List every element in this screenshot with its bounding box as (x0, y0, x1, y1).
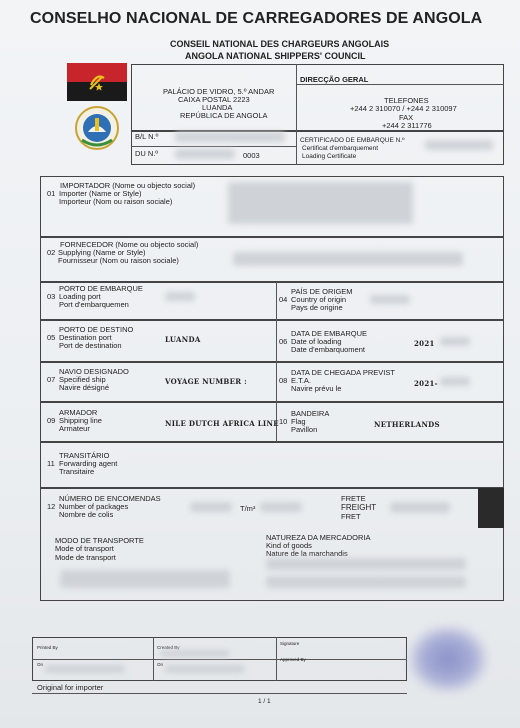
load-date-num: 06 (279, 337, 288, 346)
ship-label-pt: NAVIO DESIGNADO (59, 367, 129, 376)
importer-num: 01 (47, 189, 56, 198)
port-dest-label-fr: Port de destination (59, 341, 122, 350)
importer-label-fr: Importeur (Nom ou raison sociale) (59, 197, 173, 206)
ship-value: VOYAGE NUMBER : (165, 377, 247, 386)
port-dest-label-en: Destination port (59, 333, 112, 342)
owner-value: NILE DUTCH AFRICA LINE (165, 419, 279, 428)
load-date-label-pt: DATA DE EMBARQUE (291, 329, 367, 338)
load-date-value: 2021 (414, 339, 435, 348)
freight-label-en: FREIGHT (341, 503, 377, 512)
flag-label-fr: Pavillon (291, 425, 318, 434)
council-title: CONSELHO NACIONAL DE CARREGADORES DE ANGOLA (30, 10, 483, 27)
goods-label-en: Kind of goods (266, 541, 312, 550)
cert-line-3: Loading Certificate (302, 153, 357, 160)
printed-on-label: On (37, 662, 44, 667)
bl-label: B/L N.º (135, 132, 159, 141)
eta-label-pt: DATA DE CHEGADA PREVIST (291, 368, 395, 377)
origin-num: 04 (279, 295, 288, 304)
angola-flag-icon (67, 63, 127, 101)
ship-label-fr: Navire désigné (59, 383, 110, 392)
du-value: 0003 (243, 151, 260, 160)
du-label: DU N.º (135, 149, 159, 158)
ship-label-en: Specified ship (59, 375, 106, 384)
address-line-4: REPÚBLICA DE ANGOLA (180, 111, 268, 120)
supplier-label-fr: Fournisseur (Nom ou raison sociale) (58, 256, 179, 265)
goods-label-pt: NATUREZA DA MERCADORIA (266, 533, 371, 542)
packages-label-en: Number of packages (59, 502, 129, 511)
created-by-label: Created By (157, 645, 180, 650)
origin-label-en: Country of origin (291, 295, 347, 304)
flag-label-pt: BANDEIRA (291, 409, 330, 418)
eta-label-en: E.T.A. (291, 376, 312, 385)
eta-label-fr: Navire prévu le (291, 384, 342, 393)
load-date-label-en: Date of loading (291, 337, 342, 346)
forwarder-label-en: Forwarding agent (59, 459, 118, 468)
owner-label-fr: Armateur (59, 424, 90, 433)
flag-value: NETHERLANDS (374, 420, 440, 429)
transport-label-pt: MODO DE TRANSPORTE (55, 536, 144, 545)
printed-by-label: Printed By (37, 645, 58, 650)
importer-label-en: Importer (Name or Style) (59, 189, 142, 198)
direction-label: DIRECÇÃO GERAL (300, 75, 369, 84)
approved-by-label: Approved By (280, 657, 306, 662)
goods-label-fr: Nature de la marchandis (266, 549, 348, 558)
original-copy-label: Original for importer (37, 683, 104, 692)
owner-label-en: Shipping line (59, 416, 102, 425)
importer-label-pt: IMPORTADOR (Nome ou objecto social) (60, 181, 196, 190)
freight-label-fr: FRET (341, 512, 361, 521)
unit-label: T/m³ (240, 504, 256, 513)
port-dest-label-pt: PORTO DE DESTINO (59, 325, 134, 334)
forwarder-label-pt: TRANSITÁRIO (59, 451, 110, 460)
port-embark-num: 03 (47, 292, 56, 301)
transport-label-fr: Mode de transport (55, 553, 116, 562)
phone-label: TELEFONES (384, 96, 429, 105)
forwarder-num: 11 (47, 459, 55, 468)
port-embark-label-en: Loading port (59, 292, 101, 301)
supplier-label-pt: FORNECEDOR (Nome ou objecto social) (60, 240, 199, 249)
fax-number: +244 2 311776 (382, 121, 432, 130)
packages-label-fr: Nombre de colis (59, 510, 114, 519)
origin-label-fr: Pays de origine (291, 303, 343, 312)
cert-line-2: Certificat d'embarquement (302, 145, 379, 152)
origin-label-pt: PAÍS DE ORIGEM (291, 287, 353, 296)
official-stamp (408, 625, 488, 693)
address-line-1: PALÁCIO DE VIDRO, 5.º ANDAR (163, 87, 275, 96)
owner-num: 09 (47, 416, 56, 425)
packages-label-pt: NÚMERO DE ENCOMENDAS (59, 494, 161, 503)
ship-num: 07 (47, 375, 56, 384)
forwarder-label-fr: Transitaire (59, 467, 95, 476)
packages-num: 12 (47, 502, 56, 511)
freight-label-pt: FRETE (341, 494, 366, 503)
port-dest-num: 05 (47, 333, 56, 342)
transport-label-en: Mode of transport (55, 544, 114, 553)
supplier-label-en: Supplying (Name or Style) (58, 248, 146, 257)
flag-label-en: Flag (291, 417, 306, 426)
council-emblem-icon (72, 104, 122, 152)
signature-label: Signature (280, 641, 300, 646)
port-dest-value: LUANDA (165, 335, 201, 344)
phone-numbers: +244 2 310070 / +244 2 310097 (350, 104, 457, 113)
created-on-label: On (157, 662, 164, 667)
page-number: 1 / 1 (258, 698, 271, 705)
address-line-3: LUANDA (202, 103, 233, 112)
fax-label: FAX (399, 113, 414, 122)
load-date-label-fr: Date d'embarquoment (291, 345, 365, 354)
council-subtitle-en: ANGOLA NATIONAL SHIPPERS' COUNCIL (185, 51, 366, 61)
eta-num: 08 (279, 376, 288, 385)
council-subtitle-fr: CONSEIL NATIONAL DES CHARGEURS ANGOLAIS (170, 39, 390, 49)
eta-value: 2021- (414, 379, 438, 388)
address-line-2: CAIXA POSTAL 2223 (178, 95, 250, 104)
port-embark-label-pt: PORTO DE EMBARQUE (59, 284, 143, 293)
owner-label-pt: ARMADOR (59, 408, 98, 417)
flag-num: 10 (279, 417, 288, 426)
cert-line-1: CERTIFICADO DE EMBARQUE N.º (300, 137, 405, 144)
supplier-num: 02 (47, 248, 56, 257)
port-embark-label-fr: Port d'embarquemen (59, 300, 129, 309)
barcode-strip (478, 488, 504, 528)
